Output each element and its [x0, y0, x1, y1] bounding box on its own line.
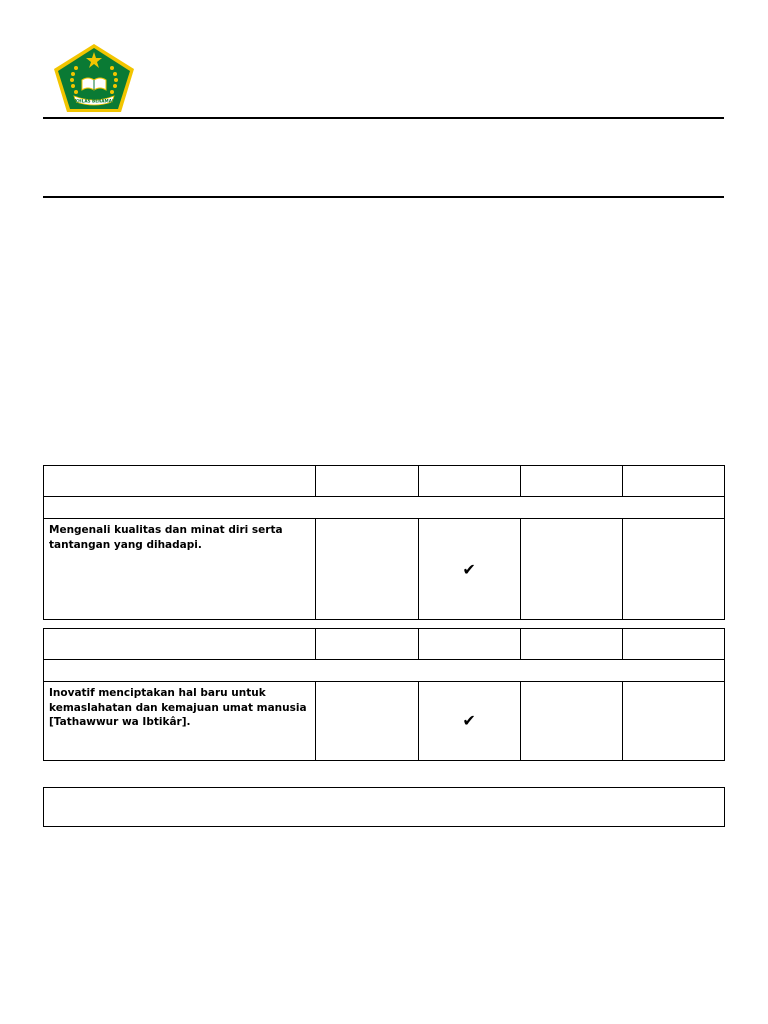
level-cell — [418, 682, 520, 761]
header-cell — [316, 629, 418, 660]
row-description: Inovatif menciptakan hal baru untuk kemaslahatan dan kemajuan umat manusia [Tathawwur wa Ibtikâr]. — [44, 682, 316, 761]
check-mark-icon: ✔ — [462, 711, 476, 730]
table-row — [44, 682, 725, 761]
level-cell — [520, 682, 622, 761]
table-header-row — [44, 629, 725, 660]
notes-box — [43, 787, 725, 827]
header-cell — [418, 466, 520, 497]
header-cell — [622, 466, 724, 497]
section-row — [44, 497, 725, 519]
header-cell — [44, 629, 316, 660]
section-row — [44, 660, 725, 682]
header-rule-top — [43, 117, 724, 119]
assessment-table-2 — [43, 628, 725, 761]
level-cell — [418, 519, 520, 620]
ministry-logo — [52, 42, 136, 114]
logo-ribbon-text: IKHLAS BERAMAL — [73, 98, 115, 104]
level-cell — [622, 519, 724, 620]
level-cell — [520, 519, 622, 620]
table-header-row — [44, 466, 725, 497]
header-cell — [622, 629, 724, 660]
check-mark-icon: ✔ — [462, 560, 476, 579]
kemenag-emblem-icon — [52, 42, 136, 114]
section-cell — [44, 497, 725, 519]
header-cell — [418, 629, 520, 660]
header-rule-bottom — [43, 196, 724, 198]
header-cell — [316, 466, 418, 497]
level-cell — [622, 682, 724, 761]
assessment-table-1 — [43, 465, 725, 620]
header-cell — [44, 466, 316, 497]
level-cell — [316, 519, 418, 620]
row-description: Mengenali kualitas dan minat diri serta tantangan yang dihadapi. — [44, 519, 316, 620]
section-cell — [44, 660, 725, 682]
header-cell — [520, 629, 622, 660]
level-cell — [316, 682, 418, 761]
table-row — [44, 519, 725, 620]
header-cell — [520, 466, 622, 497]
